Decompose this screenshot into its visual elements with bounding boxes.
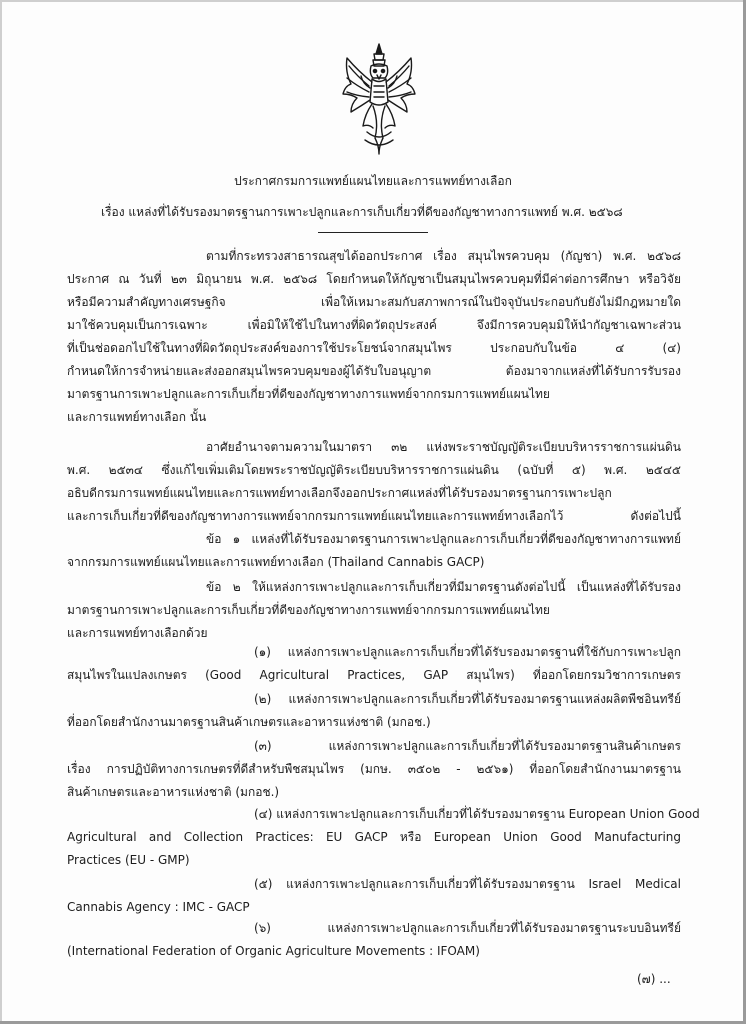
paragraph2-line: อธิบดีกรมการแพทย์แผนไทยและการแพทย์ทางเลือกจึงออกประกาศแหล่งที่ได้รับรองมาตรฐานการเพาะปลูก (67, 486, 612, 500)
list-item-line: สมุนไพรในแปลงเกษตร (Good Agricultural Practices, GAP สมุนไพร) ที่ออกโดยกรมวิชาการเกษตร (67, 668, 681, 682)
list-item-line: สินค้าเกษตรและอาหารแห่งชาติ (มกอช.) (67, 785, 280, 799)
clause1-line: ข้อ ๑ แหล่งที่ได้รับรองมาตรฐานการเพาะปลูกและการเก็บเกี่ยวที่ดีของกัญชาทางการแพทย์ (206, 532, 681, 546)
paragraph1-line: ตามที่กระทรวงสาธารณสุขได้ออกประกาศ เรื่อง สมุนไพรควบคุม (กัญชา) พ.ศ. ๒๕๖๘ (206, 249, 681, 263)
announcement-title: ประกาศกรมการแพทย์แผนไทยและการแพทย์ทางเลือก (234, 174, 512, 188)
page-edge-top (0, 0, 746, 2)
paragraph1-line: มาตรฐานการเพาะปลูกและการเก็บเกี่ยวที่ดีของกัญชาทางการแพทย์จากกรมการแพทย์แผนไทย (67, 387, 550, 401)
garuda-emblem-icon (341, 42, 417, 158)
list-item-line: (๔) แหล่งการเพาะปลูกและการเก็บเกี่ยวที่ได้รับรองมาตรฐาน European Union Good (254, 807, 700, 821)
page-continuation-marker: (๗) ... (637, 972, 671, 986)
paragraph1-line: และการแพทย์ทางเลือก นั้น (67, 410, 207, 424)
list-item-line: (๕) แหล่งการเพาะปลูกและการเก็บเกี่ยวที่ได้รับรองมาตรฐาน Israel Medical (254, 877, 681, 891)
title-divider (318, 232, 428, 233)
list-item-line: (International Federation of Organic Agriculture Movements : IFOAM) (67, 944, 480, 958)
list-item-line: (๓) แหล่งการเพาะปลูกและการเก็บเกี่ยวที่ได้รับรองมาตรฐานสินค้าเกษตร (254, 739, 681, 753)
list-item-line: เรื่อง การปฏิบัติทางการเกษตรที่ดีสำหรับพืชสมุนไพร (มกษ. ๓๕๐๒ - ๒๕๖๑) ที่ออกโดยสำนักงานมาตรฐาน (67, 762, 681, 776)
page-edge-left (0, 0, 2, 1024)
paragraph1-line: หรือมีความสำคัญทางเศรษฐกิจ เพื่อให้เหมาะสมกับสภาพการณ์ในปัจจุบันประกอบกับยังไม่มีกฎหมายใด (67, 295, 681, 309)
list-item-line: Practices (EU - GMP) (67, 853, 190, 867)
subject-line: เรื่อง แหล่งที่ได้รับรองมาตรฐานการเพาะปลูกและการเก็บเกี่ยวที่ดีของกัญชาทางการแพทย์ พ.ศ. ๒๕๖๘ (101, 205, 623, 219)
paragraph1-line: ประกาศ ณ วันที่ ๒๓ มิถุนายน พ.ศ. ๒๕๖๘ โดยกำหนดให้กัญชาเป็นสมุนไพรควบคุมที่มีค่าต่อการศึกษา หรือวิจัย (67, 272, 681, 286)
clause2-line: ข้อ ๒ ให้แหล่งการเพาะปลูกและการเก็บเกี่ยวที่มีมาตรฐานดังต่อไปนี้ เป็นแหล่งที่ได้รับรอง (206, 580, 681, 594)
paragraph2-line: และการเก็บเกี่ยวที่ดีของกัญชาทางการแพทย์จากกรมการแพทย์แผนไทยและการแพทย์ทางเลือกไว้ ดังต่อไปนี้ (67, 509, 681, 523)
list-item-line: Cannabis Agency : IMC - GACP (67, 900, 250, 914)
list-item-line: (๖) แหล่งการเพาะปลูกและการเก็บเกี่ยวที่ได้รับรองมาตรฐานระบบอินทรีย์ (254, 921, 681, 935)
paragraph1-line: กำหนดให้การจำหน่ายและส่งออกสมุนไพรควบคุมของผู้ได้รับใบอนุญาต ต้องมาจากแหล่งที่ได้รับการรับรอง (67, 364, 681, 378)
paragraph2-line: อาศัยอำนาจตามความในมาตรา ๓๒ แห่งพระราชบัญญัติระเบียบบริหารราชการแผ่นดิน (206, 440, 681, 454)
paragraph1-line: ที่เป็นช่อดอกไปใช้ในทางที่ผิดวัตถุประสงค์ของการใช้ประโยชน์จากสมุนไพร ประกอบกับในข้อ ๔ (๔) (67, 341, 681, 355)
paragraph1-line: มาใช้ควบคุมเป็นการเฉพาะ เพื่อมิให้ใช้ไปในทางที่ผิดวัตถุประสงค์ จึงมีการควบคุมมิให้นำกัญชาเฉพาะส่วน (67, 318, 681, 332)
paragraph2-line: พ.ศ. ๒๕๓๔ ซึ่งแก้ไขเพิ่มเติมโดยพระราชบัญญัติระเบียบบริหารราชการแผ่นดิน (ฉบับที่ ๕) พ.ศ. ๒๕๔๕ (67, 463, 681, 477)
list-item-line: (๒) แหล่งการเพาะปลูกและการเก็บเกี่ยวที่ได้รับรองมาตรฐานแหล่งผลิตพืชอินทรีย์ (254, 692, 681, 706)
clause1-line: จากกรมการแพทย์แผนไทยและการแพทย์ทางเลือก (Thailand Cannabis GACP) (67, 555, 485, 569)
list-item-line: ที่ออกโดยสำนักงานมาตรฐานสินค้าเกษตรและอาหารแห่งชาติ (มกอช.) (67, 715, 431, 729)
list-item-line: (๑) แหล่งการเพาะปลูกและการเก็บเกี่ยวที่ได้รับรองมาตรฐานที่ใช้กับการเพาะปลูก (254, 645, 681, 659)
clause2-line: มาตรฐานการเพาะปลูกและการเก็บเกี่ยวที่ดีของกัญชาทางการแพทย์จากกรมการแพทย์แผนไทย (67, 603, 550, 617)
list-item-line: Agricultural and Collection Practices: EU GACP หรือ European Union Good Manufacturing (67, 830, 681, 844)
clause2-line: และการแพทย์ทางเลือกด้วย (67, 626, 208, 640)
